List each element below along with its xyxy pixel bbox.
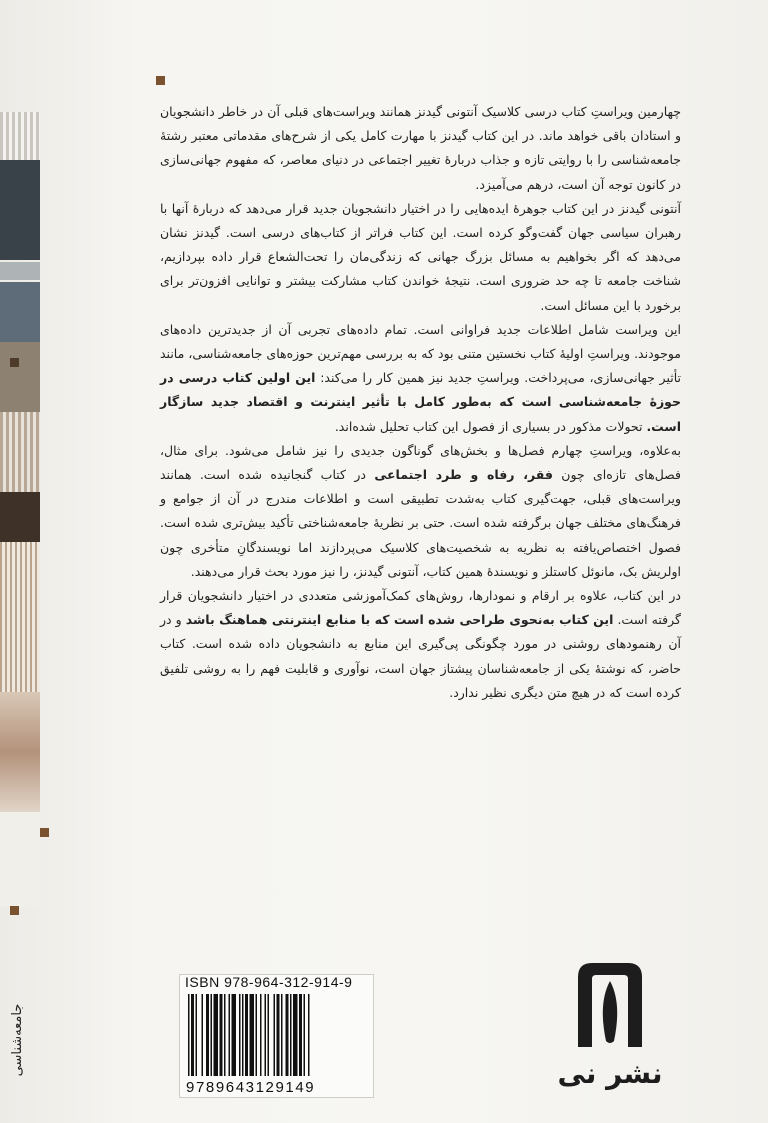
barcode-bar [220, 994, 223, 1076]
barcode [186, 994, 366, 1076]
barcode-bar [188, 994, 190, 1076]
blurb-paragraph-4: به‌علاوه، ویراستِ چهارم فصل‌ها و بخش‌های گوناگون جدیدی را نیز شامل می‌شود. برای مثال، فصل‌های تازه‌ای چون فقر، رفاه و طرد اجتماعی در کتاب گنجانیده شده است. همانند ویراست‌های قبلی، جهت‌گیری کتاب به‌شدت تطبیقی است و اطلاعات مندرج در آن از جوامع و فرهنگ‌های مختلف جهان برگرفته شده است. حتی بر نظریهٔ جامعه‌شناختی تأکید بیش‌تری شده است. فصول اختصاص‌یافته به نظریه به شخصیت‌های کلاسیک می‌پردازند اما نویسندگانِ متأخری چون اولریش بک، مانوئل کاستلز و نویسندهٔ همین کتاب، آنتونی گیدنز، را نیز مورد بحث قرار می‌دهند. [160, 442, 681, 579]
decorative-strip [0, 492, 40, 542]
decorative-strip [0, 342, 40, 412]
barcode-bar [245, 994, 248, 1076]
decorative-strip [0, 282, 40, 342]
barcode-bar [229, 994, 231, 1076]
handwritten-note: جامعه‌شناسی [10, 1003, 25, 1077]
barcode-bar [196, 994, 198, 1076]
barcode-bar [239, 994, 241, 1076]
publisher-logo-icon [570, 955, 650, 1050]
barcode-bar [286, 994, 289, 1076]
barcode-bar [265, 994, 267, 1076]
decorative-strip [0, 112, 40, 160]
barcode-bar [304, 994, 306, 1076]
barcode-bar [299, 994, 302, 1076]
decorative-strip [0, 412, 40, 492]
barcode-bar [260, 994, 262, 1076]
barcode-bar [202, 994, 204, 1076]
isbn-label: ISBN 978-964-312-914-9 [185, 974, 353, 990]
barcode-bar [290, 994, 292, 1076]
barcode-bar [308, 994, 310, 1076]
barcode-bar [191, 994, 194, 1076]
barcode-bar [232, 994, 237, 1076]
barcode-bar [224, 994, 226, 1076]
decorative-square [10, 358, 19, 367]
decorative-strip [0, 542, 40, 692]
barcode-digits: 9789643129149 [186, 1079, 316, 1096]
blurb-paragraph-1: چهارمین ویراستِ کتاب درسی کلاسیک آنتونی گیدنز همانند ویراست‌های قبلی آن در خاطر دانشجویان و استادان باقی خواهد ماند. در این کتاب گیدنز با مهارت کامل یکی از شرح‌های مقدماتی معتبر رشتهٔ جامعه‌شناسی را با روایتی تازه و جذاب دربارهٔ تغییر اجتماعی در دنیای معاصر، که مفهوم جهانی‌سازی در کانون توجه آن است، درهم می‌آمیزد. [160, 104, 681, 192]
barcode-bar [242, 994, 244, 1076]
decorative-square [156, 76, 165, 85]
barcode-bar [277, 994, 280, 1076]
publisher-name: نشر نی [557, 1057, 663, 1090]
decorative-strip [0, 262, 40, 280]
emphasis: فقر، رفاه و طرد اجتماعی [374, 467, 553, 483]
decorative-strip [0, 692, 40, 812]
decorative-strip [0, 812, 40, 907]
emphasis: این کتاب به‌نحوی طراحی شده است که با منابع اینترنتی هماهنگ باشد [185, 612, 614, 628]
emphasis: این اولین کتاب درسی در حوزهٔ جامعه‌شناسی است که به‌طور کامل با تأثیر اینترنت و اقتصاد جدید سازگار است. [160, 370, 681, 434]
barcode-bar [268, 994, 270, 1076]
blurb-paragraph-2: آنتونی گیدنز در این کتاب جوهرهٔ ایده‌هایی را در اختیار دانشجویان جدید قرار می‌دهد که دربارهٔ آنها با رهبران سیاسی جهان گفت‌وگو کرده است. این کتاب فراتر از کتاب‌های درسی است. گیدنز نشان می‌دهد که اگر بخواهیم به مسائل بزرگ جهانی که زندگی‌مان را تحت‌الشعاع قرار داده بپردازیم، شناخت جامعه تا چه حد ضروری است. نتیجهٔ خواندن کتاب مشارکت بیشتر و توانایی افزون‌تر برای برخورد با این مسائل است. [160, 200, 681, 313]
blurb-paragraph-5: در این کتاب، علاوه بر ارقام و نمودارها، روش‌های کمک‌آموزشی متعددی در اختیار دانشجویان قرار گرفته است. این کتاب به‌نحوی طراحی شده است که با منابع اینترنتی هماهنگ باشد و در آن رهنمودهای روشنی در مورد چگونگی پی‌گیری این منابع به دانشجویان داده شده است. کتاب حاضر، که نوشتهٔ یکی از جامعه‌شناسان پیشتاز جهان است، نوآوری و قابلیت فهم را به روشی تلفیق کرده است که در هیچ متن دیگری نظیر ندارد. [160, 588, 681, 700]
decorative-square [40, 828, 49, 837]
decorative-square [10, 906, 19, 915]
decorative-strip [0, 160, 40, 260]
barcode-bar [206, 994, 209, 1076]
barcode-bar [281, 994, 283, 1076]
blurb-paragraph-3: این ویراست شامل اطلاعات جدید فراوانی است. تمام داده‌های تجربی آن از جدیدترین داده‌های موجودند. ویراستِ اولیهٔ کتاب نخستین متنی بود که به بررسی مهم‌ترین حوزه‌های جامعه‌شناسی، مانند تأثیر جهانی‌سازی، می‌پرداخت. ویراستِ جدید نیز همین کار را می‌کند: این اولین کتاب درسی در حوزهٔ جامعه‌شناسی است که به‌طور کامل با تأثیر اینترنت و اقتصاد جدید سازگار است. تحولات مذکور در بسیاری از فصول این کتاب تحلیل شده‌اند. [160, 321, 681, 434]
barcode-bar [250, 994, 255, 1076]
barcode-bar [274, 994, 276, 1076]
barcode-bar [293, 994, 298, 1076]
barcode-bar [256, 994, 258, 1076]
blurb-text [160, 100, 681, 705]
barcode-bar [214, 994, 219, 1076]
barcode-bar [211, 994, 213, 1076]
